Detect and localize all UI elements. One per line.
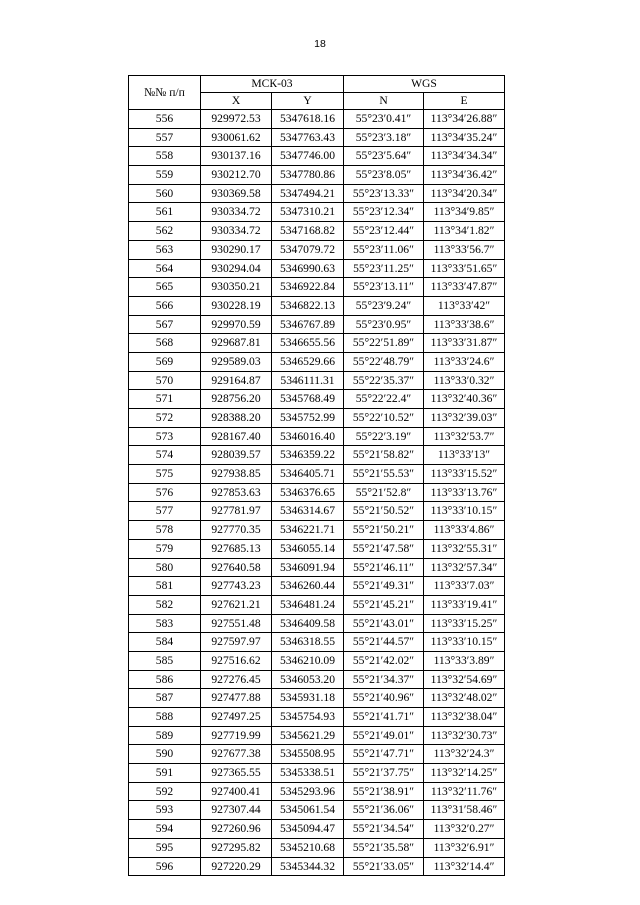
cell-y: 5346111.31 (272, 371, 344, 390)
cell-y: 5347618.16 (272, 110, 344, 129)
header-y: Y (272, 93, 344, 110)
cell-x: 927365.55 (201, 764, 272, 783)
table-row (129, 577, 505, 596)
cell-index: 569 (129, 352, 201, 371)
cell-index: 579 (129, 539, 201, 558)
cell-n: 55°23′12.34″ (344, 203, 424, 222)
cell-n: 55°23′5.64″ (344, 147, 424, 166)
cell-y: 5347310.21 (272, 203, 344, 222)
table-row (129, 651, 505, 670)
cell-index: 563 (129, 240, 201, 259)
cell-y: 5346318.55 (272, 633, 344, 652)
cell-e: 113°33′0.32″ (424, 371, 505, 390)
table-row (129, 315, 505, 334)
cell-x: 927597.97 (201, 633, 272, 652)
table-row (129, 502, 505, 521)
table-row (129, 595, 505, 614)
coordinates-table (128, 75, 505, 876)
cell-index: 566 (129, 296, 201, 315)
cell-x: 928167.40 (201, 427, 272, 446)
cell-index: 596 (129, 857, 201, 876)
cell-y: 5345061.54 (272, 801, 344, 820)
cell-index: 595 (129, 838, 201, 857)
cell-y: 5346655.56 (272, 334, 344, 353)
cell-e: 113°34′1.82″ (424, 222, 505, 241)
table-row (129, 838, 505, 857)
cell-x: 930294.04 (201, 259, 272, 278)
table-row (129, 278, 505, 297)
table-row (129, 184, 505, 203)
cell-x: 927685.13 (201, 539, 272, 558)
cell-e: 113°32′0.27″ (424, 820, 505, 839)
cell-y: 5346376.65 (272, 483, 344, 502)
cell-index: 586 (129, 670, 201, 689)
cell-y: 5346314.67 (272, 502, 344, 521)
cell-e: 113°32′38.04″ (424, 708, 505, 727)
cell-x: 929164.87 (201, 371, 272, 390)
table-row (129, 820, 505, 839)
table-row (129, 745, 505, 764)
cell-n: 55°21′44.57″ (344, 633, 424, 652)
table-row (129, 240, 505, 259)
cell-n: 55°21′35.58″ (344, 838, 424, 857)
cell-n: 55°23′12.44″ (344, 222, 424, 241)
cell-e: 113°33′38.6″ (424, 315, 505, 334)
cell-y: 5345344.32 (272, 857, 344, 876)
table-header (129, 76, 505, 110)
cell-index: 565 (129, 278, 201, 297)
cell-index: 558 (129, 147, 201, 166)
table-row (129, 259, 505, 278)
cell-e: 113°33′10.15″ (424, 633, 505, 652)
cell-x: 927719.99 (201, 726, 272, 745)
cell-index: 557 (129, 128, 201, 147)
cell-index: 589 (129, 726, 201, 745)
cell-e: 113°32′55.31″ (424, 539, 505, 558)
cell-e: 113°33′42″ (424, 296, 505, 315)
cell-x: 930212.70 (201, 166, 272, 185)
table-row (129, 708, 505, 727)
table-row (129, 446, 505, 465)
cell-e: 113°33′13.76″ (424, 483, 505, 502)
cell-n: 55°23′11.25″ (344, 259, 424, 278)
cell-y: 5346405.71 (272, 465, 344, 484)
cell-x: 928388.20 (201, 409, 272, 428)
cell-y: 5346221.71 (272, 521, 344, 540)
cell-e: 113°33′47.87″ (424, 278, 505, 297)
cell-x: 927276.45 (201, 670, 272, 689)
table-row (129, 689, 505, 708)
cell-y: 5345752.99 (272, 409, 344, 428)
cell-n: 55°21′33.05″ (344, 857, 424, 876)
table-row (129, 427, 505, 446)
cell-e: 113°32′53.7″ (424, 427, 505, 446)
table-row (129, 465, 505, 484)
cell-index: 584 (129, 633, 201, 652)
cell-x: 928756.20 (201, 390, 272, 409)
cell-e: 113°34′35.24″ (424, 128, 505, 147)
header-n: N (344, 93, 424, 110)
cell-index: 560 (129, 184, 201, 203)
cell-n: 55°23′13.33″ (344, 184, 424, 203)
cell-index: 582 (129, 595, 201, 614)
cell-n: 55°21′50.52″ (344, 502, 424, 521)
cell-e: 113°33′13″ (424, 446, 505, 465)
table-row (129, 110, 505, 129)
cell-x: 927260.96 (201, 820, 272, 839)
cell-x: 930334.72 (201, 203, 272, 222)
table-row (129, 203, 505, 222)
cell-e: 113°32′39.03″ (424, 409, 505, 428)
cell-e: 113°33′3.89″ (424, 651, 505, 670)
cell-n: 55°21′34.54″ (344, 820, 424, 839)
table-row (129, 334, 505, 353)
table-row (129, 764, 505, 783)
table-row (129, 670, 505, 689)
cell-n: 55°22′48.79″ (344, 352, 424, 371)
cell-x: 927220.29 (201, 857, 272, 876)
cell-index: 581 (129, 577, 201, 596)
cell-y: 5346922.84 (272, 278, 344, 297)
cell-n: 55°21′55.53″ (344, 465, 424, 484)
cell-x: 927551.48 (201, 614, 272, 633)
cell-y: 5347763.43 (272, 128, 344, 147)
cell-n: 55°21′38.91″ (344, 782, 424, 801)
cell-index: 577 (129, 502, 201, 521)
cell-index: 570 (129, 371, 201, 390)
cell-y: 5345210.68 (272, 838, 344, 857)
cell-y: 5346767.89 (272, 315, 344, 334)
table-row (129, 166, 505, 185)
cell-e: 113°32′30.73″ (424, 726, 505, 745)
table-row (129, 409, 505, 428)
cell-x: 927295.82 (201, 838, 272, 857)
table-row (129, 222, 505, 241)
table-row (129, 558, 505, 577)
cell-e: 113°34′20.34″ (424, 184, 505, 203)
cell-index: 591 (129, 764, 201, 783)
cell-e: 113°32′40.36″ (424, 390, 505, 409)
cell-e: 113°33′15.52″ (424, 465, 505, 484)
cell-index: 593 (129, 801, 201, 820)
cell-n: 55°23′3.18″ (344, 128, 424, 147)
cell-x: 928039.57 (201, 446, 272, 465)
cell-n: 55°21′45.21″ (344, 595, 424, 614)
cell-y: 5345508.95 (272, 745, 344, 764)
cell-index: 567 (129, 315, 201, 334)
cell-x: 927743.23 (201, 577, 272, 596)
cell-y: 5346055.14 (272, 539, 344, 558)
cell-e: 113°33′51.65″ (424, 259, 505, 278)
cell-index: 580 (129, 558, 201, 577)
cell-y: 5345338.51 (272, 764, 344, 783)
cell-n: 55°21′49.01″ (344, 726, 424, 745)
table-row (129, 147, 505, 166)
table-body (129, 110, 505, 876)
cell-n: 55°21′52.8″ (344, 483, 424, 502)
page-number: 18 (314, 38, 326, 50)
cell-e: 113°32′6.91″ (424, 838, 505, 857)
cell-n: 55°21′37.75″ (344, 764, 424, 783)
table-row (129, 483, 505, 502)
cell-y: 5347079.72 (272, 240, 344, 259)
cell-n: 55°21′58.82″ (344, 446, 424, 465)
cell-n: 55°23′9.24″ (344, 296, 424, 315)
cell-e: 113°32′24.3″ (424, 745, 505, 764)
cell-n: 55°22′51.89″ (344, 334, 424, 353)
table-row (129, 371, 505, 390)
table-row (129, 390, 505, 409)
cell-y: 5345754.93 (272, 708, 344, 727)
cell-index: 572 (129, 409, 201, 428)
cell-n: 55°21′50.21″ (344, 521, 424, 540)
cell-y: 5345293.96 (272, 782, 344, 801)
cell-n: 55°22′22.4″ (344, 390, 424, 409)
header-group-wgs: WGS (344, 76, 505, 93)
cell-n: 55°21′42.02″ (344, 651, 424, 670)
cell-x: 927938.85 (201, 465, 272, 484)
cell-n: 55°21′49.31″ (344, 577, 424, 596)
cell-n: 55°23′8.05″ (344, 166, 424, 185)
cell-y: 5346481.24 (272, 595, 344, 614)
cell-e: 113°34′36.42″ (424, 166, 505, 185)
cell-y: 5346822.13 (272, 296, 344, 315)
cell-x: 929589.03 (201, 352, 272, 371)
cell-x: 927307.44 (201, 801, 272, 820)
cell-x: 927640.58 (201, 558, 272, 577)
cell-x: 927621.21 (201, 595, 272, 614)
cell-x: 927781.97 (201, 502, 272, 521)
cell-x: 930137.16 (201, 147, 272, 166)
cell-e: 113°31′58.46″ (424, 801, 505, 820)
cell-y: 5347746.00 (272, 147, 344, 166)
cell-e: 113°33′31.87″ (424, 334, 505, 353)
cell-x: 927853.63 (201, 483, 272, 502)
table-row (129, 614, 505, 633)
cell-e: 113°33′7.03″ (424, 577, 505, 596)
cell-n: 55°21′46.11″ (344, 558, 424, 577)
cell-e: 113°32′54.69″ (424, 670, 505, 689)
cell-y: 5345931.18 (272, 689, 344, 708)
cell-y: 5347168.82 (272, 222, 344, 241)
cell-n: 55°21′41.71″ (344, 708, 424, 727)
cell-x: 927477.88 (201, 689, 272, 708)
cell-y: 5345768.49 (272, 390, 344, 409)
cell-index: 588 (129, 708, 201, 727)
cell-y: 5346091.94 (272, 558, 344, 577)
cell-n: 55°23′0.41″ (344, 110, 424, 129)
cell-n: 55°21′43.01″ (344, 614, 424, 633)
cell-index: 574 (129, 446, 201, 465)
cell-y: 5345621.29 (272, 726, 344, 745)
cell-index: 573 (129, 427, 201, 446)
cell-index: 575 (129, 465, 201, 484)
cell-n: 55°21′47.58″ (344, 539, 424, 558)
cell-x: 927497.25 (201, 708, 272, 727)
table-row (129, 726, 505, 745)
cell-x: 930334.72 (201, 222, 272, 241)
cell-index: 576 (129, 483, 201, 502)
cell-n: 55°21′47.71″ (344, 745, 424, 764)
cell-y: 5346053.20 (272, 670, 344, 689)
cell-x: 927400.41 (201, 782, 272, 801)
cell-index: 583 (129, 614, 201, 633)
cell-y: 5346990.63 (272, 259, 344, 278)
cell-index: 564 (129, 259, 201, 278)
cell-n: 55°23′0.95″ (344, 315, 424, 334)
table-row (129, 857, 505, 876)
cell-e: 113°34′26.88″ (424, 110, 505, 129)
cell-e: 113°33′56.7″ (424, 240, 505, 259)
cell-e: 113°34′34.34″ (424, 147, 505, 166)
cell-x: 927516.62 (201, 651, 272, 670)
table-row (129, 128, 505, 147)
cell-x: 929972.53 (201, 110, 272, 129)
cell-index: 585 (129, 651, 201, 670)
cell-y: 5347780.86 (272, 166, 344, 185)
cell-index: 594 (129, 820, 201, 839)
cell-e: 113°33′19.41″ (424, 595, 505, 614)
cell-index: 561 (129, 203, 201, 222)
cell-index: 556 (129, 110, 201, 129)
cell-index: 562 (129, 222, 201, 241)
cell-e: 113°33′24.6″ (424, 352, 505, 371)
table-row (129, 296, 505, 315)
cell-index: 568 (129, 334, 201, 353)
cell-e: 113°33′4.86″ (424, 521, 505, 540)
cell-index: 592 (129, 782, 201, 801)
cell-y: 5346359.22 (272, 446, 344, 465)
cell-n: 55°23′11.06″ (344, 240, 424, 259)
table-row (129, 782, 505, 801)
cell-x: 930061.62 (201, 128, 272, 147)
cell-e: 113°32′14.4″ (424, 857, 505, 876)
cell-y: 5345094.47 (272, 820, 344, 839)
cell-y: 5346210.09 (272, 651, 344, 670)
cell-x: 930350.21 (201, 278, 272, 297)
cell-x: 929687.81 (201, 334, 272, 353)
table-row (129, 633, 505, 652)
cell-y: 5346260.44 (272, 577, 344, 596)
table-row (129, 352, 505, 371)
cell-n: 55°22′10.52″ (344, 409, 424, 428)
cell-index: 559 (129, 166, 201, 185)
cell-index: 587 (129, 689, 201, 708)
table-row (129, 801, 505, 820)
cell-e: 113°34′9.85″ (424, 203, 505, 222)
cell-x: 927677.38 (201, 745, 272, 764)
header-e: E (424, 93, 505, 110)
cell-e: 113°33′10.15″ (424, 502, 505, 521)
table-row (129, 521, 505, 540)
cell-x: 930369.58 (201, 184, 272, 203)
cell-e: 113°32′57.34″ (424, 558, 505, 577)
cell-e: 113°32′14.25″ (424, 764, 505, 783)
cell-n: 55°21′34.37″ (344, 670, 424, 689)
cell-n: 55°21′40.96″ (344, 689, 424, 708)
cell-e: 113°33′15.25″ (424, 614, 505, 633)
header-group-msk: МСК-03 (201, 76, 344, 93)
header-x: X (201, 93, 272, 110)
cell-n: 55°22′3.19″ (344, 427, 424, 446)
cell-x: 929970.59 (201, 315, 272, 334)
cell-y: 5346529.66 (272, 352, 344, 371)
cell-index: 571 (129, 390, 201, 409)
cell-y: 5346409.58 (272, 614, 344, 633)
cell-n: 55°22′35.37″ (344, 371, 424, 390)
cell-x: 930290.17 (201, 240, 272, 259)
cell-index: 590 (129, 745, 201, 764)
table-row (129, 539, 505, 558)
cell-x: 930228.19 (201, 296, 272, 315)
cell-e: 113°32′48.02″ (424, 689, 505, 708)
cell-n: 55°23′13.11″ (344, 278, 424, 297)
cell-n: 55°21′36.06″ (344, 801, 424, 820)
cell-index: 578 (129, 521, 201, 540)
cell-x: 927770.35 (201, 521, 272, 540)
cell-e: 113°32′11.76″ (424, 782, 505, 801)
cell-y: 5346016.40 (272, 427, 344, 446)
header-index: №№ п/п (129, 76, 201, 110)
cell-y: 5347494.21 (272, 184, 344, 203)
